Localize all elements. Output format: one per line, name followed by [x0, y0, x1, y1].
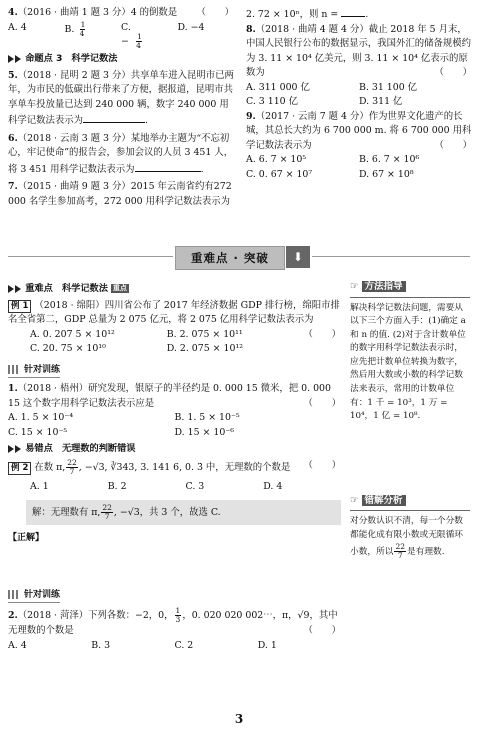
option-d[interactable]: D. 67 × 10⁸: [359, 168, 414, 180]
sidebar-notes: [350, 280, 470, 560]
answer-blank[interactable]: [83, 112, 145, 123]
triangle-icon: [15, 285, 21, 293]
page-number: 3: [234, 712, 244, 726]
option-b[interactable]: B. 3: [91, 639, 111, 651]
example-tag: 例 1: [8, 300, 31, 313]
main-content: [8, 280, 341, 653]
question-source: （2018 · 云南 3 题 3 分）: [17, 132, 131, 144]
answer-blank[interactable]: [135, 161, 201, 172]
right-column: [246, 6, 472, 182]
option-a[interactable]: A. 311 000 亿: [246, 81, 310, 93]
question-source: （2018 · 绵阳）: [34, 299, 105, 311]
key-badge: 重点: [112, 284, 127, 292]
option-c[interactable]: C. 15 × 10⁻⁵: [8, 426, 68, 438]
question-source: （2018 · 昆明 2 题 3 分）: [17, 69, 131, 81]
question-5: 5.（2018 · 昆明 2 题 3 分）共享单车进入昆明市已两年，为市民的低碳出行带来了方便，据报道，昆明市共享单车投放量已达到 240 000 辆，数字 240 000 用科学记数法表示为 .: [8, 69, 234, 126]
question-source: （2018 · 曲靖 4 题 4 分）: [255, 23, 369, 35]
error-analysis-text: 对分数认识不清，每一个分数都能化成有限小数或无限循环小数，所以 $\frac{22}{7}$ 是有理数.: [350, 516, 463, 560]
section-banner: [0, 244, 478, 270]
triangle-icon: [8, 285, 14, 293]
option-c[interactable]: C. 20. 75 × 10¹⁰: [30, 343, 106, 354]
question-6: 6.（2018 · 云南 3 题 3 分）某地举办主题为“不忘初心，牢记使命”的报告会，参加会议的人员 3 451 人，将 3 451 用科学记数法表示为 .: [8, 132, 234, 175]
divider: [312, 256, 470, 257]
question-source: （2018 · 菏泽）: [17, 610, 89, 621]
option-d[interactable]: D. 2. 075 × 10¹²: [166, 343, 243, 354]
option-d[interactable]: D. 4: [263, 480, 283, 492]
method-guide-heading: ☞ 方法指导: [350, 280, 470, 298]
options: [8, 411, 341, 440]
options: [8, 21, 234, 51]
example-2: 例 2 在数 π, $\frac{22}{7}$ , −√3, ∛343, 3. 141 6, 0. 3̇ 中，无理数的个数是 （ ） A. 1 B. 2 C. 3 D. 4: [8, 459, 341, 495]
option-b[interactable]: B. 2: [107, 480, 127, 492]
option-c[interactable]: C. 0. 67 × 10⁷: [246, 168, 313, 180]
divider: [8, 256, 173, 257]
options: [246, 153, 472, 182]
option-c[interactable]: C. 3 110 亿: [246, 96, 298, 107]
example-tag: 例 2: [8, 462, 31, 475]
practice-2: 2.（2018 · 菏泽）下列各数：−2，0， $\frac{1}{3}$ ，0. 020 020 002⋯，π，√9，其中无理数的个数是 （ ） A. 4 B. 3 C. 2 D. 1: [8, 607, 341, 653]
answer-blank[interactable]: [341, 6, 365, 17]
practice-1: 1.（2018 · 梧州）研究发现，银原子的半径约是 0. 000 15 微米，把 0. 000 15 这个数字用科学记数法表示应是 （ ） A. 1. 5 × 10⁻⁴ B. 1. 5 × 10⁻⁵ C. 15 × 10⁻⁵ D. 15 × 10⁻⁶: [8, 382, 341, 440]
option-d[interactable]: D. 1: [257, 639, 277, 651]
option-a[interactable]: A. 0. 207 5 × 10¹²: [30, 328, 115, 340]
options: [8, 639, 341, 654]
question-7-continued: 2. 72 × 10ⁿ，则 n = .: [246, 6, 472, 23]
error-analysis-heading: ☞ 错解分析: [350, 494, 470, 512]
arrow-down-icon: ⬇: [286, 246, 310, 268]
question-source: （2015 · 曲靖 9 题 3 分）: [17, 181, 131, 192]
example-1: 例 1 （2018 · 绵阳）四川省公布了 2017 年经济数据 GDP 排行榜，绵阳市排名全省第二，GDP 总量为 2 075 亿元，将 2 075 亿用科学记数法表示为 （ ） A. 0. 207 5 × 10¹² B. 2. 075 × 10¹¹ C. 20. 75 × 10¹⁰ D. 2. 075 × 10¹²: [8, 299, 341, 357]
triangle-icon: [8, 55, 14, 63]
key-point-heading: 重难点 科学记数法 重点: [8, 282, 341, 297]
option-b[interactable]: B. $\frac{1}{4}$: [64, 19, 86, 38]
correct-solution-label: 【正解】: [8, 533, 45, 543]
option-a[interactable]: A. 4: [8, 21, 27, 33]
pen-icon: ☞: [350, 494, 359, 506]
triangle-icon: [15, 55, 21, 63]
practice-heading: 针对训练: [8, 588, 60, 604]
options: [8, 480, 341, 495]
triangle-icon: [8, 445, 14, 453]
option-a[interactable]: A. 6. 7 × 10⁵: [246, 154, 307, 165]
method-guide-text: 解决科学记数法问题，需要从以下三个方面入手：(1)确定 a 和 n 的值. (2)对于含计数单位的数字用科学记数法表示时，应先把计数单位转换为数字，然后用大数或小数的科学记数法来表示，常用的计数单位有：1 千 = 10³，1 万 = 10⁴，1 亿 = 10⁸.: [350, 302, 466, 422]
question-8: 8.（2018 · 曲靖 4 题 4 分）截止 2018 年 5 月末，中国人民银行公布的数据显示，我国外汇的储备规模约为 3. 11 × 10⁴ 亿美元，则 3. 11 × 10⁴ 亿表示的原数为 （ ） A. 311 000 亿 B. 31 100 亿 C. 3 110 亿 D. 311 亿: [246, 23, 472, 110]
question-source: （2018 · 梧州）: [17, 383, 89, 394]
option-a[interactable]: A. 1. 5 × 10⁻⁴: [8, 412, 74, 423]
option-a[interactable]: A. 1: [30, 480, 49, 492]
option-a[interactable]: A. 4: [8, 639, 27, 651]
option-c[interactable]: C. − $\frac{1}{4}$: [121, 21, 142, 50]
question-7: 7.（2015 · 曲靖 9 题 3 分）2015 年云南省约有272 000 名学生参加高考，272 000 用科学记数法表示为: [8, 181, 232, 207]
option-c[interactable]: C. 3: [185, 480, 205, 492]
options: [246, 81, 472, 110]
banner-title: 重难点 · 突破: [175, 246, 285, 270]
option-b[interactable]: B. 1. 5 × 10⁻⁵: [174, 412, 240, 423]
section-heading: 命题点 3 科学记数法: [8, 52, 234, 67]
left-column: [8, 6, 234, 209]
option-c[interactable]: C. 2: [174, 639, 194, 651]
wrong-solution-box: 解：无理数有 π, $\frac{22}{7}$ , −√3，共 3 个，故选 C.: [26, 500, 341, 525]
practice-heading: 针对训练: [8, 363, 60, 379]
option-d[interactable]: D. 311 亿: [359, 96, 403, 107]
question-4: 4.（2016 · 曲靖 1 题 3 分）4 的倒数是 （ ） A. 4 B. $\frac{1}{4}$ C. − $\frac{1}{4}$ D. −4: [8, 7, 234, 50]
option-d[interactable]: D. 15 × 10⁻⁶: [174, 426, 235, 438]
pen-icon: ☞: [350, 281, 359, 292]
option-b[interactable]: B. 31 100 亿: [359, 81, 418, 93]
option-d[interactable]: D. −4: [177, 21, 205, 33]
question-9: 9.（2017 · 云南 7 题 4 分）作为世界文化遗产的长城，其总长大约为 6 700 000 m. 将 6 700 000 用科学记数法表示为 （ ） A. 6. 7 × 10⁵ B. 6. 7 × 10⁶ C. 0. 67 × 10⁷ D. 67 × 10⁸: [246, 110, 472, 183]
question-source: （2017 · 云南 7 题 4 分）: [255, 110, 369, 122]
option-b[interactable]: B. 6. 7 × 10⁶: [359, 154, 420, 165]
question-source: （2016 · 曲靖 1 题 3 分）: [17, 7, 131, 18]
options: [8, 328, 303, 357]
error-point-heading: 易错点 无理数的判断错误: [8, 442, 341, 457]
option-b[interactable]: B. 2. 075 × 10¹¹: [166, 328, 243, 340]
triangle-icon: [15, 445, 21, 453]
